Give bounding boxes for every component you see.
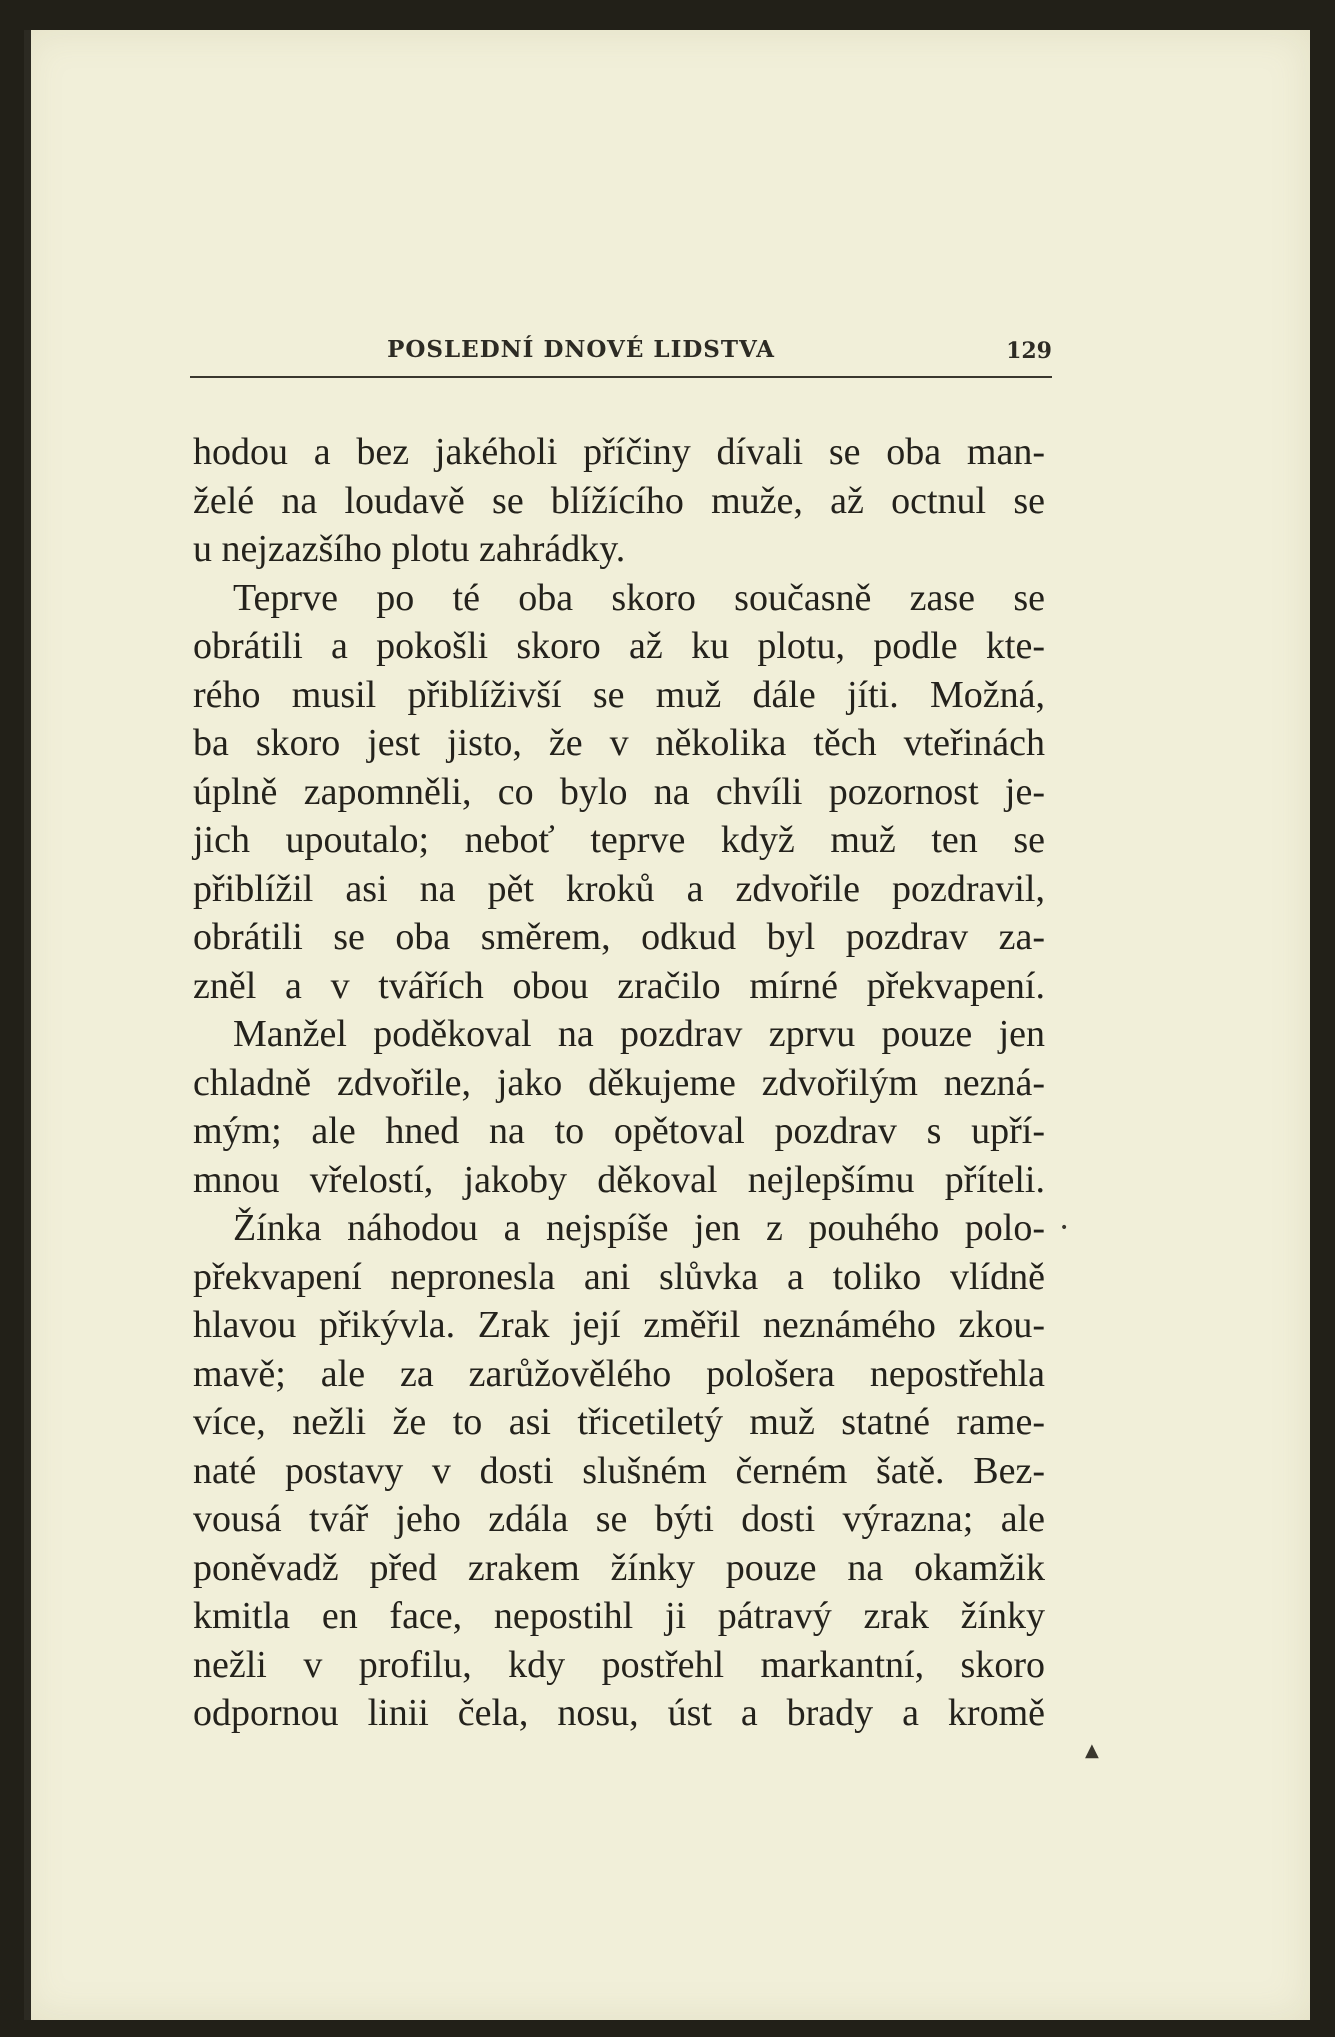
text-line: mým; ale hned na to opětoval pozdrav s upří- [193,1110,1045,1152]
text-line: více, nežli že to asi třicetiletý muž statné rame- [193,1401,1045,1443]
text-line: chladně zdvořile, jako děkujeme zdvořilým nezná- [193,1061,1045,1104]
text-line: rého musil přiblíživší se muž dále jíti. Možná, [193,673,1045,716]
text-line: úplně zapomněli, co bylo na chvíli pozornost je- [193,770,1045,813]
running-title: POSLEDNÍ DNOVÉ LIDSTVA [387,336,775,363]
page-header [190,330,1052,380]
text-line: Manžel poděkoval na pozdrav zprvu pouze jen [233,1013,1045,1055]
binding-edge [24,30,31,2020]
text-line: mavě; ale za zarůžovělého pološera nepostřehla [193,1352,1045,1395]
text-line: obrátili a pokošli skoro až ku plotu, podle kte- [193,625,1045,667]
body-text [193,428,1045,1738]
text-line: hodou a bez jakéholi příčiny dívali se oba man- [193,431,1045,473]
text-line: překvapení nepronesla ani slůvka a toliko vlídně [193,1255,1045,1298]
text-line: mnou vřelostí, jakoby děkoval nejlepšímu příteli. [193,1158,1045,1201]
text-line: jich upoutalo; neboť teprve když muž ten se [193,819,1045,861]
text-line: u nejzazšího plotu zahrádky. [193,528,626,570]
text-line: obrátili se oba směrem, odkud byl pozdrav za- [193,916,1045,958]
text-line: nežli v profilu, kdy postřehl markantní, skoro [193,1643,1045,1686]
text-line: zněl a v tvářích obou zračilo mírné překvapení. [193,964,1045,1007]
margin-speck: • [1060,1220,1069,1236]
text-line: Teprve po té oba skoro současně zase se [233,576,1045,619]
text-line: ba skoro jest jisto, že v několika těch vteřinách [193,722,1045,764]
text-line: přiblížil asi na pět kroků a zdvořile pozdravil, [193,867,1045,910]
text-line: naté postavy v dosti slušném černém šatě. Bez- [193,1449,1045,1492]
text-line: poněvadž před zrakem žínky pouze na okamžik [193,1546,1045,1589]
text-line: želé na loudavě se blížícího muže, až octnul se [193,479,1045,522]
margin-speck: ▲ [1085,1740,1099,1761]
header-rule [190,376,1052,378]
page-number: 129 [1006,338,1052,364]
text-line: kmitla en face, nepostihl ji pátravý zrak žínky [193,1595,1045,1637]
text-line: Žínka náhodou a nejspíše jen z pouhého polo- [233,1207,1045,1249]
text-line: hlavou přikývla. Zrak její změřil neznámého zkou- [193,1304,1045,1346]
text-line: vousá tvář jeho zdála se býti dosti výrazna; ale [193,1498,1045,1540]
text-line: odpornou linii čela, nosu, úst a brady a kromě [193,1692,1045,1734]
